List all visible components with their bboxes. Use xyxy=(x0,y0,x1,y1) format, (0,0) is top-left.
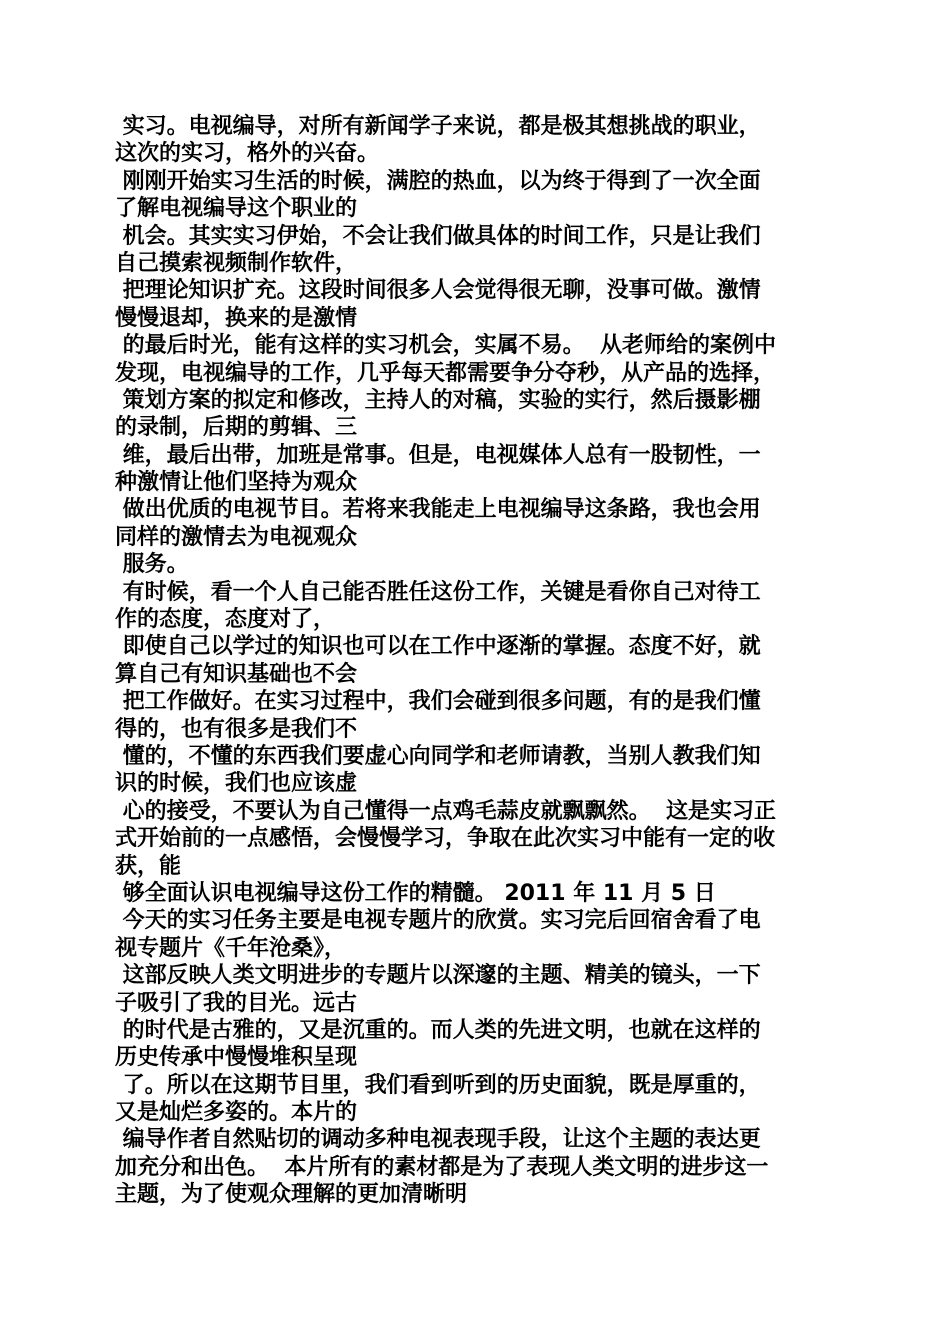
text-line: 式开始前的一点感悟，会慢慢学习，争取在此次实习中能有一定的收 xyxy=(115,826,776,852)
text-line: 服务。 xyxy=(115,552,189,578)
text-line: 自己摸索视频制作软件， xyxy=(115,250,358,276)
text-line: 作的态度，态度对了， xyxy=(115,607,336,633)
text-line: 又是灿烂多姿的。本片的 xyxy=(115,1100,358,1126)
text-line: 加充分和出色。 本片所有的素材都是为了表现人类文明的进步这一 xyxy=(115,1154,769,1180)
text-line: 这次的实习，格外的兴奋。 xyxy=(115,141,380,167)
text-line: 得的，也有很多是我们不 xyxy=(115,716,358,742)
text-line: 懂的，不懂的东西我们要虚心向同学和老师请教，当别人教我们知 xyxy=(115,743,761,769)
text-line: 即使自己以学过的知识也可以在工作中逐渐的掌握。态度不好，就 xyxy=(115,634,761,660)
document-body xyxy=(115,113,835,1209)
text-line: 主题，为了使观众理解的更加清晰明 xyxy=(115,1182,468,1208)
text-line: 有时候，看一个人自己能否胜任这份工作，关键是看你自己对待工 xyxy=(115,579,761,605)
text-line: 历史传承中慢慢堆积呈现 xyxy=(115,1045,358,1071)
text-line: 策划方案的拟定和修改，主持人的对稿，实验的实行，然后摄影棚 xyxy=(115,387,761,413)
text-line: 发现，电视编导的工作，几乎每天都需要争分夺秒，从产品的选择， xyxy=(115,360,776,386)
text-line: 把理论知识扩充。这段时间很多人会觉得很无聊，没事可做。激情 xyxy=(115,278,761,304)
text-line: 的最后时光，能有这样的实习机会，实属不易。 从老师给的案例中 xyxy=(115,333,776,359)
text-line: 同样的激情去为电视观众 xyxy=(115,524,358,550)
text-line: 了解电视编导这个职业的 xyxy=(115,196,358,222)
text-line: 把工作做好。在实习过程中，我们会碰到很多问题，有的是我们懂 xyxy=(115,689,761,715)
text-line: 种激情让他们坚持为观众 xyxy=(115,470,358,496)
text-line: 算自己有知识基础也不会 xyxy=(115,661,358,687)
text-line: 维，最后出带，加班是常事。但是，电视媒体人总有一股韧性，一 xyxy=(115,442,761,468)
text-line: 的录制，后期的剪辑、三 xyxy=(115,415,358,441)
text-line: 编导作者自然贴切的调动多种电视表现手段，让这个主题的表达更 xyxy=(115,1127,761,1153)
text-line: 获，能 xyxy=(115,853,182,879)
text-line: 子吸引了我的目光。远古 xyxy=(115,990,358,1016)
text-line: 今天的实习任务主要是电视专题片的欣赏。实习完后回宿舍看了电 xyxy=(115,908,761,934)
text-line: 心的接受，不要认为自己懂得一点鸡毛蒜皮就飘飘然。 这是实习正 xyxy=(115,798,776,824)
text-line: 视专题片《千年沧桑》， xyxy=(115,935,347,961)
text-line: 够全面认识电视编导这份工作的精髓。 2011 年 11 月 5 日 xyxy=(115,880,716,906)
text-line: 了。所以在这期节目里，我们看到听到的历史面貌，既是厚重的， xyxy=(115,1072,761,1098)
text-line: 慢慢退却，换来的是激情 xyxy=(115,305,358,331)
text-line: 识的时候，我们也应该虚 xyxy=(115,771,358,797)
text-line: 机会。其实实习伊始，不会让我们做具体的时间工作，只是让我们 xyxy=(115,223,761,249)
text-line: 实习。电视编导，对所有新闻学子来说，都是极其想挑战的职业， xyxy=(115,114,761,139)
text-line: 刚刚开始实习生活的时候，满腔的热血，以为终于得到了一次全面 xyxy=(115,168,761,194)
text-line: 这部反映人类文明进步的专题片以深邃的主题、精美的镜头，一下 xyxy=(115,963,761,989)
text-line: 做出优质的电视节目。若将来我能走上电视编导这条路，我也会用 xyxy=(115,497,761,523)
text-line: 的时代是古雅的，又是沉重的。而人类的先进文明，也就在这样的 xyxy=(115,1017,761,1043)
